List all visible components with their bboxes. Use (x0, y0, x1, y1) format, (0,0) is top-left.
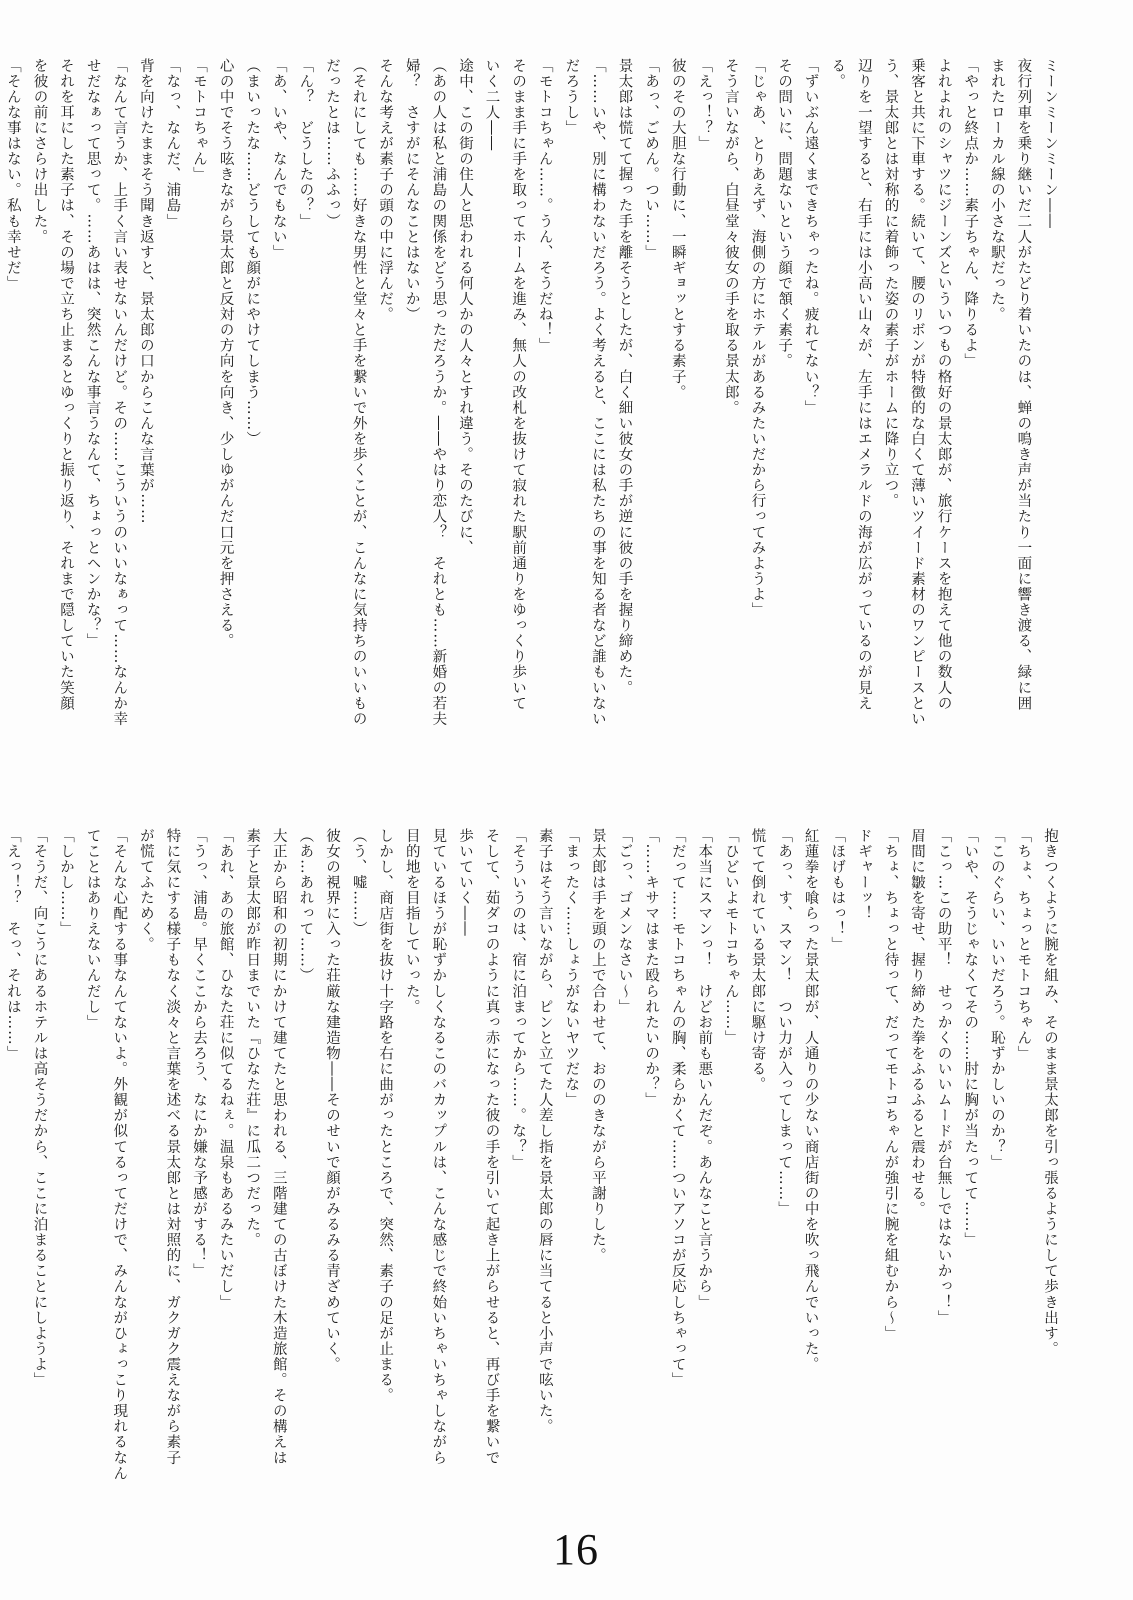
text-line: そのまま手に手を取ってホームを進み、無人の改札を抜けて寂れた駅前通りをゆっくり歩いて (510, 58, 527, 712)
text-line: 素子はそう言いながら、ピンと立てた人差し指を景太郎の唇に当てると小声で呟いた。 (536, 828, 553, 1435)
text-line: 慌てて倒れている景太郎に駆け寄る。 (749, 828, 766, 1093)
text-line: ミーンミーンミーン―― (1042, 58, 1058, 230)
text-line: 「そうだ、向こうにあるホテルは高そうだから、ここに泊まることにしようよ」 (31, 828, 48, 1388)
text-line: 「えっ！？」 (696, 58, 713, 152)
text-line: 大正から昭和の初期にかけて建てたと思われる、三階建ての古ぼけた木造旅館。その構えは (270, 828, 287, 1466)
text-line: 「あれ、あの旅館、ひなた荘に似てるねぇ。温泉もあるみたいだし」 (217, 828, 234, 1311)
text-line: 「……キサマはまた殴られたいのか？」 (643, 828, 660, 1108)
text-line: 途中、この街の住人と思われる何人かの人々とすれ違う。そのたびに、 (456, 58, 473, 556)
text-line: ドギャーッ！ (855, 828, 872, 922)
text-line: 「本当にスマンっ！ けどお前も悪いんだぞ。あんなこと言うから」 (696, 828, 713, 1311)
top-text-block (4, 58, 1063, 758)
text-line: 「なんて言うか、上手く言い表せないんだけど。その……こういうのいいなぁって……なんか幸 (111, 58, 128, 727)
text-line: 「モトコちゃん……。うん、そうだね！」 (536, 58, 553, 354)
text-line: 「ほげもはっ！」 (829, 828, 846, 953)
text-line: を彼の前にさらけ出した。 (31, 58, 48, 245)
text-line: 婦？ さすがにそんなことはないか） (403, 58, 420, 323)
text-line: 「モトコちゃん」 (191, 58, 207, 183)
text-line: 「あっ、ごめん。つい……」 (643, 58, 660, 261)
text-line: 抱きつくように腕を組み、そのまま景太郎を引っ張るようにして歩き出す。 (1042, 828, 1058, 1357)
text-line: 「そんな事はない。私も幸せだ」 (4, 58, 21, 292)
text-line: 「ちょ、ちょっと待って、だってモトコちゃんが強引に腕を組むから～」 (882, 828, 899, 1342)
text-line: だったとは……ふふっ） (323, 58, 340, 230)
text-line: 辺りを一望すると、右手には小高い山々が、左手にはエメラルドの海が広がっているのが見え (855, 58, 872, 712)
text-line: 「あ、いや、なんでもない」 (270, 58, 287, 261)
text-line: せだなぁって思って。……あはは、突然こんな事言うなんて、ちょっとヘンかな？」 (84, 58, 101, 649)
text-line: 背を向けたままそう聞き返すと、景太郎の口からこんな言葉が…… (137, 58, 154, 525)
text-line: 目的地を目指していった。 (403, 828, 420, 1015)
text-line: 「そういうのは、宿に泊まってから……。な？」 (510, 828, 527, 1171)
text-line: 素子と景太郎が昨日までいた『ひなた荘』に瓜二つだった。 (244, 828, 261, 1248)
text-line: 「じゃあ、とりあえず、海側の方にホテルがあるみたいだから行ってみようよ」 (749, 58, 766, 618)
text-line: （あ…あれって……） (297, 828, 314, 984)
text-line: そして、茹ダコのように真っ赤になった彼の手を引いて起き上がらせると、再び手を繋いで (483, 828, 500, 1466)
text-line: まれたローカル線の小さな駅だった。 (988, 58, 1005, 323)
text-line: 歩いていく―― (456, 828, 473, 937)
text-line: う、景太郎とは対称的に着飾った姿の素子がホームに降り立つ。 (882, 58, 899, 509)
text-line: そんな考えが素子の頭の中に浮んだ。 (377, 58, 394, 323)
text-line: 「なっ、なんだ、浦島」 (164, 58, 181, 230)
text-line: 景太郎は手を頭の上で合わせて、おののきながら平謝りした。 (589, 828, 606, 1264)
text-line: しかし、商店街を抜け十字路を右に曲がったところで、突然、素子の足が止まる。 (377, 828, 394, 1404)
text-line: 「ん？ どうしたの？」 (297, 58, 314, 230)
text-line: 紅蓮拳を喰らった景太郎が、人通りの少ない商店街の中を吹っ飛んでいった。 (802, 828, 819, 1373)
text-line: 「こっ…この助平！ せっかくのいいムードが台無しではないかっ！」 (935, 828, 952, 1326)
text-line: 「いや、そうじゃなくてその……肘に胸が当たってて……」 (962, 828, 979, 1248)
text-line: そう言いながら、白昼堂々彼女の手を取る景太郎。 (722, 58, 739, 416)
text-line: （まいったな……どうしても顔がにやけてしまう……） (244, 58, 261, 447)
text-line: それを耳にした素子は、その場で立ち止まるとゆっくりと振り返り、それまで隠していた笑顔 (58, 58, 75, 712)
page-number: 16 (553, 1525, 599, 1574)
text-line: が慌てふためく。 (137, 828, 154, 953)
text-line: てことはありえないんだし」 (84, 828, 101, 1031)
text-line: 「あっ、す、スマン！ つい力が入ってしまって……」 (776, 828, 793, 1217)
text-line: よれよれのシャツにジーンズといういつもの格好の景太郎が、旅行ケースを抱えて他の数人の (935, 58, 952, 712)
text-line: だろうし」 (563, 58, 580, 136)
bottom-text-block (4, 828, 1063, 1482)
text-line: 「ちょ、ちょっとモトコちゃん」 (1015, 828, 1032, 1062)
text-line: 「ひどいよモトコちゃん……」 (722, 828, 739, 1046)
text-line: 「……いや、別に構わないだろう。よく考えると、ここには私たちの事を知る者など誰もいない (589, 58, 606, 727)
text-line: 心の中でそう呟きながら景太郎と反対の方向を向き、少しゆがんだ口元を押さえる。 (217, 58, 234, 649)
text-line: 「ごっ、ゴメンなさい～」 (616, 828, 633, 1015)
text-line: その問いに、問題ないという顔で頷く素子。 (776, 58, 793, 369)
text-line: 「だって……モトコちゃんの胸、柔らかくて……ついアソコが反応しちゃって」 (669, 828, 686, 1388)
text-line: 景太郎は慌てて握った手を離そうとしたが、白く細い彼女の手が逆に彼の手を握り締めた。 (616, 58, 633, 696)
text-line: 「えっ！？ そっ、それは……」 (4, 828, 21, 1062)
text-line: 乗客と共に下車する。続いて、腰のリボンが特徴的な白くて薄いツイード素材のワンピースとい (909, 58, 926, 727)
text-line: る。 (829, 58, 846, 90)
text-line: 「このぐらい、いいだろう。恥ずかしいのか？」 (988, 828, 1005, 1171)
text-line: 彼のその大胆な行動に、一瞬ギョッとする素子。 (669, 58, 686, 401)
text-line: 特に気にする様子もなく淡々と言葉を述べる景太郎とは対照的に、ガクガク震えながら素子 (164, 828, 181, 1466)
text-line: 眉間に皺を寄せ、握り締めた拳をふるふると震わせる。 (909, 828, 926, 1217)
text-line: 「やっと終点か……素子ちゃん、降りるよ」 (962, 58, 979, 369)
text-line: 夜行列車を乗り継いだ二人がたどり着いたのは、蝉の鳴き声が当たり一面に響き渡る、緑に囲 (1015, 58, 1032, 712)
text-line: （う、嘘……） (350, 828, 367, 937)
text-line: 「まったく……しょうがないヤツだな」 (563, 828, 580, 1108)
text-line: 「うっ、浦島。早くここから去ろう、なにか嫌な予感がする！」 (191, 828, 207, 1279)
text-line: 彼女の視界に入った荘厳な建造物――そのせいで顔がみるみる青ざめていく。 (323, 828, 340, 1373)
text-line: （それにしても……好きな男性と堂々と手を繋いで外を歩くことが、こんなに気持ちのいいもの (350, 58, 367, 727)
text-line: 「ずいぶん遠くまできちゃったね。疲れてない？」 (802, 58, 819, 416)
text-line: いく二人―― (483, 58, 500, 152)
text-line: 「そんな心配する事なんてないよ。外観が似てるってだけで、みんながひょっこり現れるなん (111, 828, 128, 1482)
text-line: 「しかし……」 (58, 828, 75, 937)
text-line: 見ているほうが恥ずかしくなるこのバカップルは、こんな感じで終始いちゃいちゃしながら (430, 828, 447, 1466)
text-line: （あの人は私と浦島の関係をどう思っただろうか。――やはり恋人？ それとも……新婚の若夫 (430, 58, 447, 727)
